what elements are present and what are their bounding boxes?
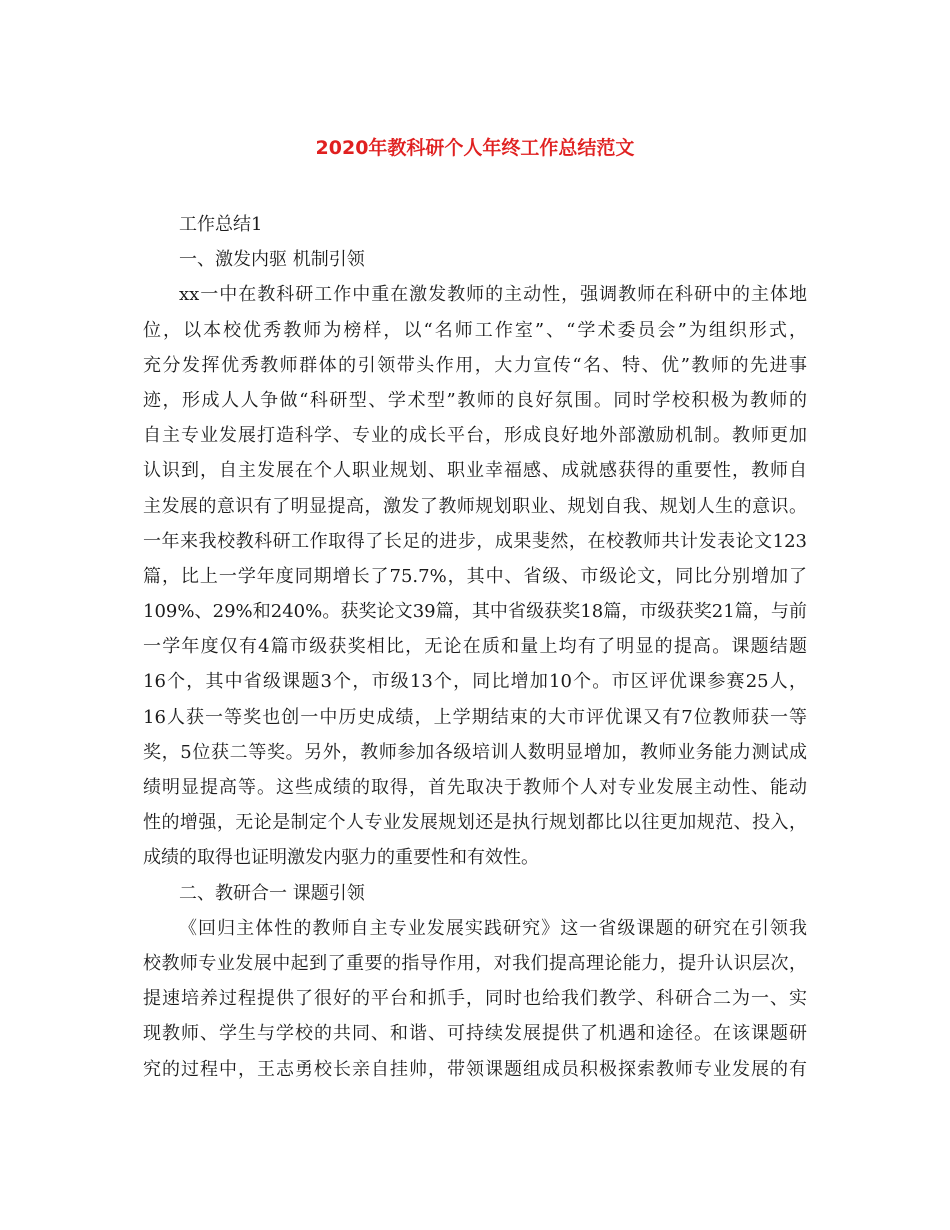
paragraph-line: 提速培养过程提供了很好的平台和抓手，同时也给我们教学、科研合二为一、实 — [143, 988, 807, 1010]
paragraph-line: 自主专业发展打造科学、专业的成长平台，形成良好地外部激励机制。教师更加 — [143, 425, 807, 447]
paragraph-line: 认识到，自主发展在个人职业规划、职业幸福感、成就感获得的重要性，教师自 — [143, 460, 807, 482]
paragraph-line: 位，以本校优秀教师为榜样，以“名师工作室”、“学术委员会”为组织形式， — [143, 319, 807, 341]
paragraph-line: 《回归主体性的教师自主专业发展实践研究》这一省级课题的研究在引领我 — [179, 917, 807, 939]
document-body — [143, 207, 807, 1087]
paragraph-line: 现教师、学生与学校的共同、和谐、可持续发展提供了机遇和途径。在该课题研 — [143, 1023, 807, 1045]
paragraph-line: 16个，其中省级课题3个，市级13个，同比增加10个。市区评优课参赛25人， — [143, 671, 807, 693]
paragraph-line: 究的过程中，王志勇校长亲自挂帅，带领课题组成员积极探索教师专业发展的有 — [143, 1058, 807, 1080]
paragraph-line: 奖，5位获二等奖。另外，教师参加各级培训人数明显增加，教师业务能力测试成 — [143, 741, 807, 763]
section-heading: 一、激发内驱 机制引领 — [179, 249, 365, 271]
document-title: 2020年教科研个人年终工作总结范文 — [315, 137, 635, 159]
paragraph-line: xx一中在教科研工作中重在激发教师的主动性，强调教师在科研中的主体地 — [179, 284, 807, 306]
paragraph-line: 绩明显提高等。这些成绩的取得，首先取决于教师个人对专业发展主动性、能动 — [143, 777, 807, 798]
paragraph-line: 迹，形成人人争做“科研型、学术型”教师的良好氛围。同时学校积极为教师的 — [143, 389, 807, 411]
paragraph-line: 成绩的取得也证明激发内驱力的重要性和有效性。 — [143, 847, 539, 869]
section-subtitle: 工作总结1 — [179, 214, 263, 235]
paragraph-line: 一学年度仅有4篇市级获奖相比，无论在质和量上均有了明显的提高。课题结题 — [143, 636, 807, 658]
paragraph-line: 16人获一等奖也创一中历史成绩，上学期结束的大市评优课又有7位教师获一等 — [143, 706, 807, 728]
paragraph-line: 主发展的意识有了明显提高，激发了教师规划职业、规划自我、规划人生的意识。 — [143, 495, 807, 517]
paragraph-line: 充分发挥优秀教师群体的引领带头作用，大力宣传“名、特、优”教师的先进事 — [143, 354, 807, 376]
paragraph-line: 校教师专业发展中起到了重要的指导作用，对我们提高理论能力，提升认识层次， — [143, 952, 807, 974]
paragraph-line: 109%、29%和240%。获奖论文39篇，其中省级获奖18篇，市级获奖21篇，与前 — [143, 601, 807, 623]
paragraph-line: 性的增强，无论是制定个人专业发展规划还是执行规划都比以往更加规范、投入， — [143, 812, 807, 834]
paragraph-line: 篇，比上一学年度同期增长了75.7%，其中、省级、市级论文，同比分别增加了 — [143, 565, 807, 587]
section-heading: 二、教研合一 课题引领 — [179, 882, 365, 904]
paragraph-line: 一年来我校教科研工作取得了长足的进步，成果斐然，在校教师共计发表论文123 — [143, 530, 807, 552]
